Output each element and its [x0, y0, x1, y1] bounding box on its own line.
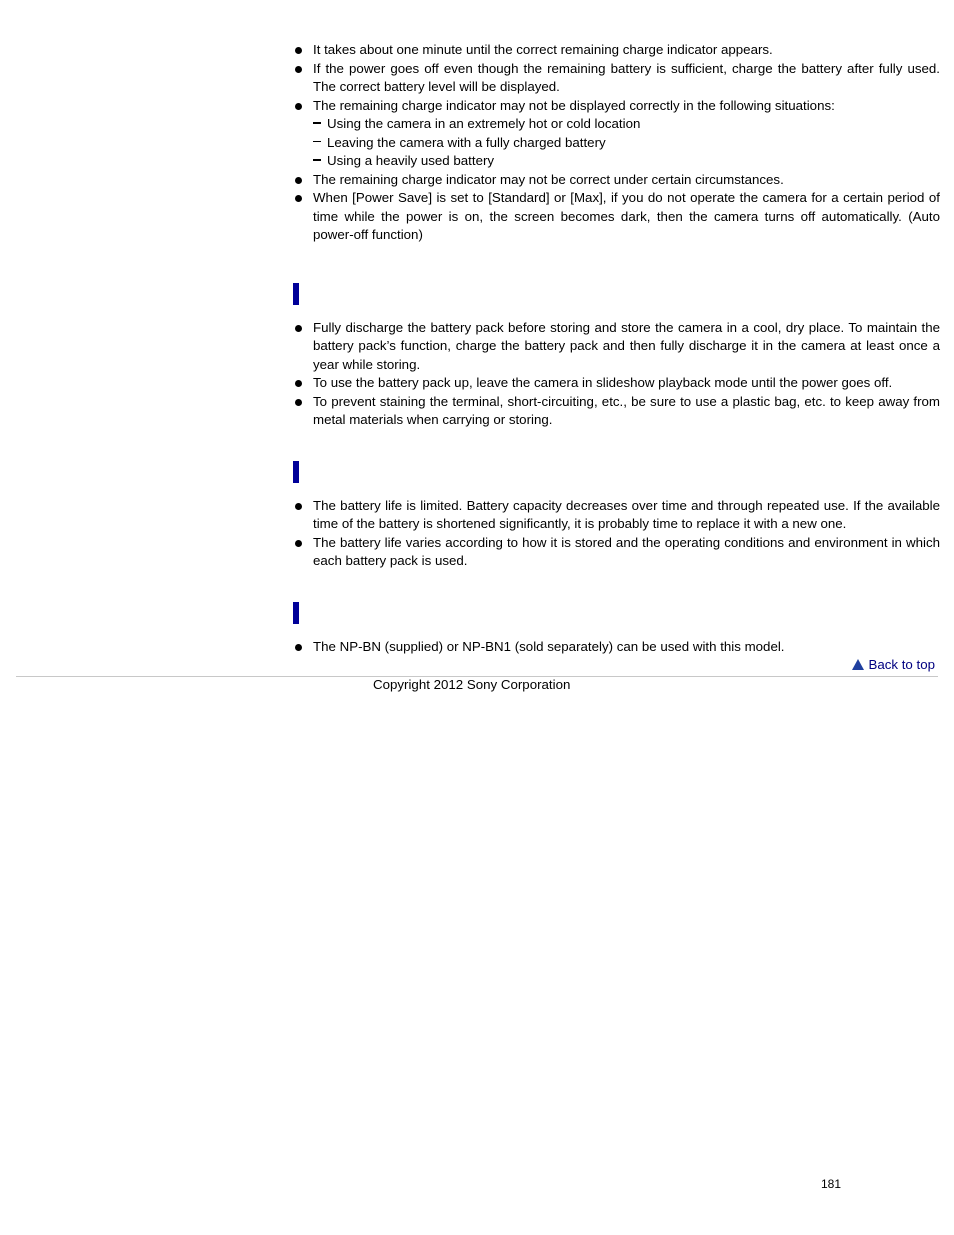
list-item: If the power goes off even though the remaining battery is sufficient, charge the battery after fully used. The correct battery level will be displayed. — [292, 60, 940, 97]
section-heading-bar — [293, 602, 299, 624]
list-item: The NP-BN (supplied) or NP-BN1 (sold separately) can be used with this model. — [292, 638, 940, 657]
list-item: Fully discharge the battery pack before storing and store the camera in a cool, dry place. To maintain the battery pack’s function, charge the battery pack and then fully discharge it in the camera at least once a year while storing. — [292, 319, 940, 375]
bullet-list — [292, 41, 940, 245]
page-number: 181 — [821, 1177, 842, 1191]
bullet-list — [292, 497, 940, 571]
list-item: When [Power Save] is set to [Standard] or [Max], if you do not operate the camera for a certain period of time while the power is on, the screen becomes dark, then the camera turns off automatically. (Auto power-off function) — [292, 189, 940, 245]
back-to-top-label: Back to top — [868, 657, 935, 672]
list-item: The battery life is limited. Battery capacity decreases over time and through repeated use. If the available time of the battery is shortened significantly, it is probably time to replace it with a new one. — [292, 497, 940, 534]
list-item: It takes about one minute until the correct remaining charge indicator appears. — [292, 41, 940, 60]
list-item: The remaining charge indicator may not be correct under certain circumstances. — [292, 171, 940, 190]
list-item — [292, 97, 940, 171]
page-content — [292, 41, 940, 656]
up-arrow-icon — [852, 659, 864, 670]
sub-list-item: Leaving the camera with a fully charged battery — [313, 134, 940, 153]
sub-list-item: Using a heavily used battery — [313, 152, 940, 171]
bullet-list — [292, 638, 940, 657]
copyright-text: Copyright 2012 Sony Corporation — [373, 677, 571, 692]
list-item: The battery life varies according to how it is stored and the operating conditions and environment in which each battery pack is used. — [292, 534, 940, 571]
sub-list — [313, 115, 940, 171]
list-item-text: The remaining charge indicator may not be displayed correctly in the following situations: — [313, 97, 835, 113]
sub-list-item: Using the camera in an extremely hot or cold location — [313, 115, 940, 134]
section-heading-bar — [293, 461, 299, 483]
bullet-list — [292, 319, 940, 430]
list-item: To use the battery pack up, leave the camera in slideshow playback mode until the power goes off. — [292, 374, 940, 393]
back-to-top-link[interactable] — [852, 657, 935, 672]
section-heading-bar — [293, 283, 299, 305]
list-item: To prevent staining the terminal, short-circuiting, etc., be sure to use a plastic bag, etc. to keep away from metal materials when carrying or storing. — [292, 393, 940, 430]
